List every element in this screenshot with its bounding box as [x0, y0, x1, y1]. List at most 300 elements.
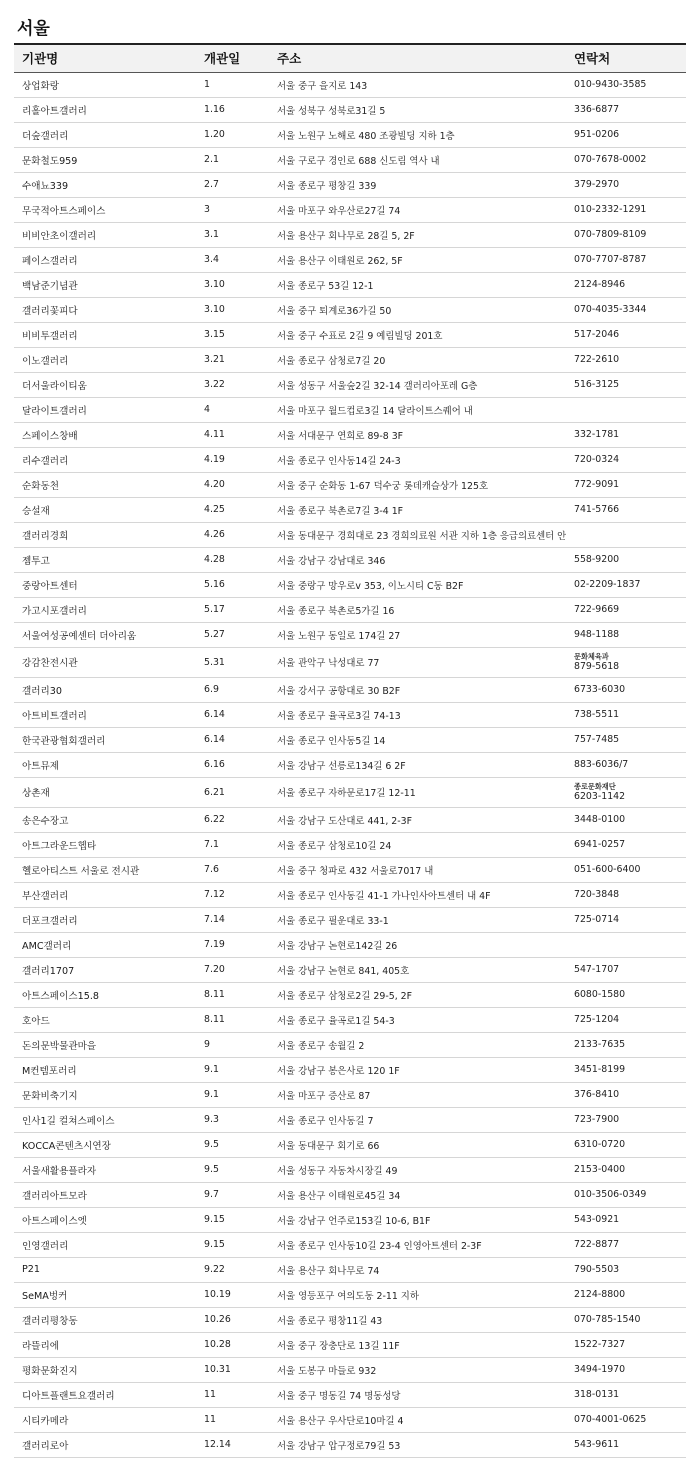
- venue-name: 승설재: [14, 497, 196, 522]
- contact-phone: 720-0324: [574, 454, 620, 465]
- table-row: [14, 172, 686, 197]
- contact-phone: 010-2332-1291: [574, 204, 647, 215]
- venue-name: 헬로아티스트 서울로 전시관: [14, 857, 196, 882]
- table-row: [14, 1182, 686, 1207]
- contact-phone: 070-4001-0625: [574, 1414, 647, 1425]
- venue-address: 서울 영등포구 여의도동 2-11 지하: [269, 1282, 566, 1307]
- column-header-name: 기관명: [14, 44, 196, 72]
- contact-cell: [566, 1032, 686, 1057]
- contact-cell: [566, 97, 686, 122]
- table-row: [14, 1257, 686, 1282]
- contact-cell: [566, 572, 686, 597]
- contact-phone: 6941-0257: [574, 839, 626, 850]
- venue-address: 서울 종로구 평창길 339: [269, 172, 566, 197]
- contact-cell: [566, 907, 686, 932]
- contact-phone: 010-3506-0349: [574, 1189, 647, 1200]
- contact-cell: [566, 522, 686, 547]
- venue-address: 서울 관악구 낙성대로 77: [269, 647, 566, 677]
- venue-address: 서울 마포구 증산로 87: [269, 1082, 566, 1107]
- opening-date: 3: [196, 197, 269, 222]
- contact-phone: 051-600-6400: [574, 864, 641, 875]
- column-header-opened: 개관일: [196, 44, 269, 72]
- contact-phone: 547-1707: [574, 964, 620, 975]
- table-row: [14, 1432, 686, 1457]
- venue-address: 서울 강남구 논현로142길 26: [269, 932, 566, 957]
- contact-cell: [566, 497, 686, 522]
- venue-address: 서울 종로구 삼청로7길 20: [269, 347, 566, 372]
- venue-address: 서울 노원구 동일로 174길 27: [269, 622, 566, 647]
- venue-name: 더서울라이티움: [14, 372, 196, 397]
- venue-name: 리홀아트갤러리: [14, 97, 196, 122]
- opening-date: 8.11: [196, 1007, 269, 1032]
- table-row: [14, 982, 686, 1007]
- opening-date: 3.4: [196, 247, 269, 272]
- contact-phone: 517-2046: [574, 329, 620, 340]
- venue-name: 서울여성공예센터 더아리움: [14, 622, 196, 647]
- table-row: [14, 272, 686, 297]
- table-row: [14, 1007, 686, 1032]
- venue-name: 시티카메라: [14, 1407, 196, 1432]
- venue-table: [14, 43, 686, 1458]
- contact-phone: 879-5618: [574, 660, 620, 672]
- table-row: [14, 572, 686, 597]
- table-row: [14, 97, 686, 122]
- contact-cell: [566, 1357, 686, 1382]
- venue-name: 젬투고: [14, 547, 196, 572]
- contact-phone: 070-7809-8109: [574, 229, 647, 240]
- opening-date: 4.11: [196, 422, 269, 447]
- venue-address: 서울 성동구 자동차시장길 49: [269, 1157, 566, 1182]
- opening-date: 2.7: [196, 172, 269, 197]
- opening-date: 4.25: [196, 497, 269, 522]
- opening-date: 9.15: [196, 1207, 269, 1232]
- contact-cell: [566, 882, 686, 907]
- opening-date: 4.28: [196, 547, 269, 572]
- opening-date: 3.1: [196, 222, 269, 247]
- contact-cell: [566, 832, 686, 857]
- opening-date: 6.14: [196, 727, 269, 752]
- venue-address: 서울 마포구 월드컵로3길 14 달라이트스퀘어 내: [269, 397, 566, 422]
- opening-date: 5.17: [196, 597, 269, 622]
- contact-cell: [566, 1007, 686, 1032]
- contact-phone: 318-0131: [574, 1389, 620, 1400]
- venue-name: 아트뮤제: [14, 752, 196, 777]
- contact-cell: [566, 1082, 686, 1107]
- venue-name: P21: [14, 1257, 196, 1282]
- contact-phone: 722-8877: [574, 1239, 620, 1250]
- opening-date: 7.20: [196, 957, 269, 982]
- venue-name: 한국관광협회갤러리: [14, 727, 196, 752]
- venue-name: 인영갤러리: [14, 1232, 196, 1257]
- venue-name: 송은수장고: [14, 807, 196, 832]
- venue-name: 부산갤러리: [14, 882, 196, 907]
- contact-phone: 1522-7327: [574, 1339, 626, 1350]
- venue-name: 더숲갤러리: [14, 122, 196, 147]
- contact-cell: [566, 1132, 686, 1157]
- contact-cell: [566, 727, 686, 752]
- table-row: [14, 322, 686, 347]
- column-header-address: 주소: [269, 44, 566, 72]
- opening-date: 7.12: [196, 882, 269, 907]
- contact-phone: 741-5766: [574, 504, 620, 515]
- venue-name: 아트스페이스엣: [14, 1207, 196, 1232]
- venue-name: 아트비트갤러리: [14, 702, 196, 727]
- table-row: [14, 147, 686, 172]
- contact-cell: [566, 447, 686, 472]
- table-row: [14, 1057, 686, 1082]
- table-row: [14, 247, 686, 272]
- contact-cell: [566, 982, 686, 1007]
- contact-phone: 951-0206: [574, 129, 620, 140]
- venue-address: 서울 종로구 자하문로17길 12-11: [269, 777, 566, 807]
- opening-date: 3.10: [196, 272, 269, 297]
- table-row: [14, 122, 686, 147]
- venue-name: 평화문화진지: [14, 1357, 196, 1382]
- venue-name: 라뜰리에: [14, 1332, 196, 1357]
- venue-address: 서울 용산구 회나무로 74: [269, 1257, 566, 1282]
- opening-date: 10.26: [196, 1307, 269, 1332]
- table-row: [14, 752, 686, 777]
- venue-name: 상업화랑: [14, 72, 196, 97]
- table-row: [14, 397, 686, 422]
- opening-date: 9.7: [196, 1182, 269, 1207]
- venue-address: 서울 종로구 인사동14길 24-3: [269, 447, 566, 472]
- opening-date: 6.22: [196, 807, 269, 832]
- contact-cell: [566, 1157, 686, 1182]
- table-row: [14, 1307, 686, 1332]
- column-header-contact: 연락처: [566, 44, 686, 72]
- table-row: [14, 882, 686, 907]
- contact-cell: [566, 957, 686, 982]
- opening-date: 7.14: [196, 907, 269, 932]
- venue-address: 서울 강남구 봉은사로 120 1F: [269, 1057, 566, 1082]
- contact-phone: 070-7707-8787: [574, 254, 647, 265]
- table-row: [14, 1332, 686, 1357]
- venue-name: 갤러리1707: [14, 957, 196, 982]
- opening-date: 4.20: [196, 472, 269, 497]
- contact-phone: 336-6877: [574, 104, 620, 115]
- venue-address: 서울 종로구 인사동길 7: [269, 1107, 566, 1132]
- contact-cell: [566, 1182, 686, 1207]
- table-row: [14, 1357, 686, 1382]
- contact-cell: [566, 1232, 686, 1257]
- venue-name: 중랑아트센터: [14, 572, 196, 597]
- opening-date: 9.3: [196, 1107, 269, 1132]
- contact-cell: [566, 147, 686, 172]
- opening-date: 6.14: [196, 702, 269, 727]
- contact-cell: [566, 247, 686, 272]
- table-row: [14, 1282, 686, 1307]
- opening-date: 11: [196, 1382, 269, 1407]
- table-row: [14, 622, 686, 647]
- contact-phone: 3448-0100: [574, 814, 626, 825]
- table-row: [14, 857, 686, 882]
- opening-date: 8.11: [196, 982, 269, 1007]
- contact-phone: 332-1781: [574, 429, 620, 440]
- contact-phone: 790-5503: [574, 1264, 620, 1275]
- contact-cell: [566, 807, 686, 832]
- venue-address: 서울 종로구 필운대로 33-1: [269, 907, 566, 932]
- contact-cell: [566, 777, 686, 807]
- opening-date: 6.21: [196, 777, 269, 807]
- venue-address: 서울 강서구 공항대로 30 B2F: [269, 677, 566, 702]
- venue-name: 가고시포갤러리: [14, 597, 196, 622]
- table-row: [14, 197, 686, 222]
- contact-cell: [566, 272, 686, 297]
- table-row: [14, 547, 686, 572]
- venue-name: 더포크갤러리: [14, 907, 196, 932]
- venue-address: 서울 종로구 송월길 2: [269, 1032, 566, 1057]
- contact-phone: 2133-7635: [574, 1039, 626, 1050]
- table-row: [14, 72, 686, 97]
- table-row: [14, 777, 686, 807]
- venue-address: 서울 강남구 압구정로79길 53: [269, 1432, 566, 1457]
- venue-address: 서울 도봉구 마들로 932: [269, 1357, 566, 1382]
- venue-address: 서울 종로구 인사동길 41-1 가나인사아트센터 내 4F: [269, 882, 566, 907]
- contact-cell: [566, 122, 686, 147]
- venue-address: 서울 강남구 도산대로 441, 2-3F: [269, 807, 566, 832]
- contact-phone: 3451-8199: [574, 1064, 626, 1075]
- venue-name: 강감찬전시관: [14, 647, 196, 677]
- contact-cell: [566, 677, 686, 702]
- contact-phone: 3494-1970: [574, 1364, 626, 1375]
- contact-cell: [566, 72, 686, 97]
- venue-address: 서울 동대문구 경희대로 23 경희의료원 서관 지하 1층 응급의료센터 안: [269, 522, 566, 547]
- contact-cell: [566, 172, 686, 197]
- venue-name: 인사1길 컬쳐스페이스: [14, 1107, 196, 1132]
- contact-phone: 070-785-1540: [574, 1314, 641, 1325]
- table-row: [14, 422, 686, 447]
- contact-cell: [566, 1257, 686, 1282]
- venue-name: 백남준기념관: [14, 272, 196, 297]
- venue-address: 서울 용산구 우사단로10마길 4: [269, 1407, 566, 1432]
- venue-name: AMC갤러리: [14, 932, 196, 957]
- table-row: [14, 1032, 686, 1057]
- opening-date: 12.14: [196, 1432, 269, 1457]
- venue-address: 서울 강남구 선릉로134길 6 2F: [269, 752, 566, 777]
- contact-phone: 720-3848: [574, 889, 620, 900]
- table-row: [14, 1157, 686, 1182]
- opening-date: 3.21: [196, 347, 269, 372]
- venue-name: 비비투갤러리: [14, 322, 196, 347]
- venue-address: 서울 종로구 북촌로5가길 16: [269, 597, 566, 622]
- contact-phone: 543-0921: [574, 1214, 620, 1225]
- venue-address: 서울 중구 순화동 1-67 덕수궁 롯데캐슬상가 125호: [269, 472, 566, 497]
- opening-date: 5.31: [196, 647, 269, 677]
- venue-name: 돈의문박물관마을: [14, 1032, 196, 1057]
- opening-date: 3.22: [196, 372, 269, 397]
- contact-cell: [566, 622, 686, 647]
- opening-date: 9: [196, 1032, 269, 1057]
- table-row: [14, 522, 686, 547]
- venue-name: 페이스갤러리: [14, 247, 196, 272]
- venue-name: 수애뇨339: [14, 172, 196, 197]
- venue-name: 갤러리30: [14, 677, 196, 702]
- venue-name: 아트그라운드헵타: [14, 832, 196, 857]
- venue-address: 서울 강남구 언주로153길 10-6, B1F: [269, 1207, 566, 1232]
- opening-date: 4.19: [196, 447, 269, 472]
- venue-address: 서울 종로구 율곡로3길 74-13: [269, 702, 566, 727]
- contact-cell: [566, 422, 686, 447]
- venue-address: 서울 종로구 53길 12-1: [269, 272, 566, 297]
- venue-name: KOCCA콘텐츠시연장: [14, 1132, 196, 1157]
- table-row: [14, 597, 686, 622]
- table-row: [14, 472, 686, 497]
- opening-date: 5.27: [196, 622, 269, 647]
- opening-date: 7.19: [196, 932, 269, 957]
- venue-address: 서울 성북구 성북로31길 5: [269, 97, 566, 122]
- table-row: [14, 447, 686, 472]
- header-row: [14, 44, 686, 72]
- contact-phone: 722-2610: [574, 354, 620, 365]
- contact-phone: 2153-0400: [574, 1164, 626, 1175]
- opening-date: 6.16: [196, 752, 269, 777]
- venue-name: M컨템포러리: [14, 1057, 196, 1082]
- contact-cell: [566, 397, 686, 422]
- contact-phone: 772-9091: [574, 479, 620, 490]
- contact-phone: 516-3125: [574, 379, 620, 390]
- contact-cell: [566, 1332, 686, 1357]
- table-row: [14, 647, 686, 677]
- venue-address: 서울 중구 청파로 432 서울로7017 내: [269, 857, 566, 882]
- table-row: [14, 1382, 686, 1407]
- contact-phone: 070-7678-0002: [574, 154, 647, 165]
- opening-date: 9.1: [196, 1057, 269, 1082]
- contact-cell: [566, 752, 686, 777]
- venue-address: 서울 중구 장충단로 13길 11F: [269, 1332, 566, 1357]
- table-row: [14, 1107, 686, 1132]
- contact-phone: 6733-6030: [574, 684, 626, 695]
- table-row: [14, 222, 686, 247]
- contact-cell: [566, 647, 686, 677]
- venue-address: 서울 마포구 와우산로27길 74: [269, 197, 566, 222]
- venue-name: SeMA벙커: [14, 1282, 196, 1307]
- venue-address: 서울 용산구 회나무로 28길 5, 2F: [269, 222, 566, 247]
- venue-address: 서울 강남구 강남대로 346: [269, 547, 566, 572]
- contact-cell: [566, 347, 686, 372]
- contact-phone: 883-6036/7: [574, 759, 629, 770]
- contact-cell: [566, 1107, 686, 1132]
- contact-phone: 6310-0720: [574, 1139, 626, 1150]
- opening-date: 10.19: [196, 1282, 269, 1307]
- venue-name: 리수갤러리: [14, 447, 196, 472]
- opening-date: 5.16: [196, 572, 269, 597]
- venue-address: 서울 종로구 북촌로7길 3-4 1F: [269, 497, 566, 522]
- table-row: [14, 932, 686, 957]
- venue-name: 무국적아트스페이스: [14, 197, 196, 222]
- contact-phone: 2124-8800: [574, 1289, 626, 1300]
- opening-date: 1.16: [196, 97, 269, 122]
- venue-name: 이노갤러리: [14, 347, 196, 372]
- venue-name: 갤러리로아: [14, 1432, 196, 1457]
- contact-phone: 02-2209-1837: [574, 579, 641, 590]
- contact-phone: 723-7900: [574, 1114, 620, 1125]
- table-row: [14, 347, 686, 372]
- contact-cell: [566, 702, 686, 727]
- contact-cell: [566, 932, 686, 957]
- opening-date: 10.28: [196, 1332, 269, 1357]
- venue-name: 순화동천: [14, 472, 196, 497]
- venue-address: 서울 성동구 서울숲2길 32-14 갤러리아포레 G층: [269, 372, 566, 397]
- table-row: [14, 297, 686, 322]
- contact-phone: 757-7485: [574, 734, 620, 745]
- venue-name: 갤러리평창동: [14, 1307, 196, 1332]
- venue-address: 서울 동대문구 회기로 66: [269, 1132, 566, 1157]
- venue-name: 달라이트갤러리: [14, 397, 196, 422]
- venue-name: 호아드: [14, 1007, 196, 1032]
- opening-date: 7.6: [196, 857, 269, 882]
- contact-cell: [566, 322, 686, 347]
- venue-name: 갤러리꽃피다: [14, 297, 196, 322]
- table-row: [14, 832, 686, 857]
- venue-name: 문화비축기지: [14, 1082, 196, 1107]
- contact-phone: 543-9611: [574, 1439, 620, 1450]
- opening-date: 11: [196, 1407, 269, 1432]
- contact-cell: [566, 472, 686, 497]
- venue-address: 서울 종로구 삼청로2길 29-5, 2F: [269, 982, 566, 1007]
- venue-address: 서울 종로구 율곡로1길 54-3: [269, 1007, 566, 1032]
- venue-address: 서울 종로구 삼청로10길 24: [269, 832, 566, 857]
- venue-name: 상촌재: [14, 777, 196, 807]
- venue-address: 서울 중구 을지로 143: [269, 72, 566, 97]
- contact-cell: [566, 297, 686, 322]
- venue-address: 서울 종로구 인사동10길 23-4 인영아트센터 2-3F: [269, 1232, 566, 1257]
- venue-name: 스페이스창배: [14, 422, 196, 447]
- table-body: [14, 72, 686, 1457]
- opening-date: 9.15: [196, 1232, 269, 1257]
- contact-phone: 376-8410: [574, 1089, 620, 1100]
- table-row: [14, 497, 686, 522]
- contact-phone: 725-1204: [574, 1014, 620, 1025]
- venue-name: 갤러리경희: [14, 522, 196, 547]
- opening-date: 9.5: [196, 1157, 269, 1182]
- contact-phone: 722-9669: [574, 604, 620, 615]
- venue-address: 서울 종로구 인사동5길 14: [269, 727, 566, 752]
- contact-department: 문화체육과: [574, 651, 609, 661]
- table-row: [14, 677, 686, 702]
- opening-date: 9.22: [196, 1257, 269, 1282]
- opening-date: 2.1: [196, 147, 269, 172]
- contact-phone: 558-9200: [574, 554, 620, 565]
- table-row: [14, 372, 686, 397]
- opening-date: 3.15: [196, 322, 269, 347]
- table-row: [14, 907, 686, 932]
- venue-address: 서울 강남구 논현로 841, 405호: [269, 957, 566, 982]
- venue-address: 서울 용산구 이태원로 262, 5F: [269, 247, 566, 272]
- table-row: [14, 727, 686, 752]
- table-row: [14, 1082, 686, 1107]
- opening-date: 6.9: [196, 677, 269, 702]
- venue-address: 서울 서대문구 연희로 89-8 3F: [269, 422, 566, 447]
- venue-name: 비비안초이갤러리: [14, 222, 196, 247]
- contact-phone: 010-9430-3585: [574, 79, 647, 90]
- venue-name: 디아트플랜트요갤러리: [14, 1382, 196, 1407]
- venue-name: 갤러리아트모라: [14, 1182, 196, 1207]
- contact-cell: [566, 1282, 686, 1307]
- contact-cell: [566, 1382, 686, 1407]
- opening-date: 9.1: [196, 1082, 269, 1107]
- venue-name: 문화철도959: [14, 147, 196, 172]
- venue-name: 아트스페이스15.8: [14, 982, 196, 1007]
- contact-cell: [566, 1432, 686, 1457]
- contact-phone: 6080-1580: [574, 989, 626, 1000]
- table-row: [14, 1132, 686, 1157]
- opening-date: 4: [196, 397, 269, 422]
- contact-cell: [566, 1207, 686, 1232]
- table-header: [14, 44, 686, 72]
- contact-phone: 070-4035-3344: [574, 304, 647, 315]
- contact-cell: [566, 372, 686, 397]
